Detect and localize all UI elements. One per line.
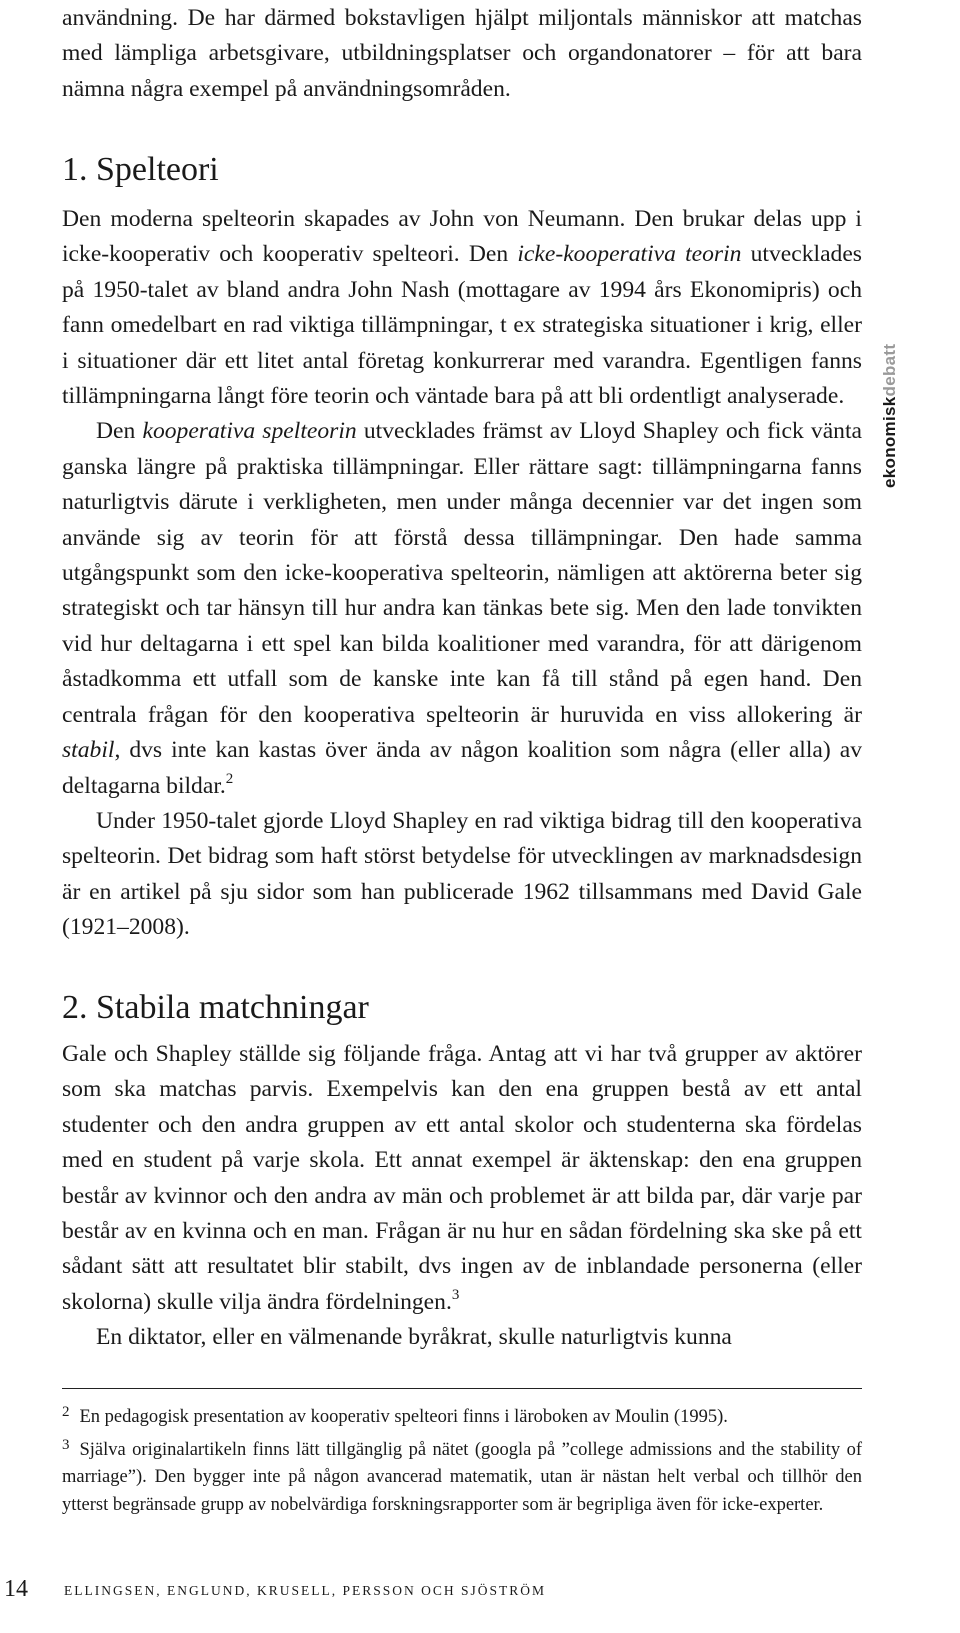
intro-paragraph-tail: användning. De har därmed bokstavligen hjälpt miljontals människor att matchas med lämpliga arbetsgivare, utbildningsplatser och organdonatorer – för att bara nämna några exempel på användningsområden. [62, 5, 862, 102]
paragraph: Den kooperativa spelteorin utvecklades främst av Lloyd Shapley och fick vänta ganska längre på praktiska tillämpningar. Eller rättare sagt: tillämpningarna fanns naturligtvis därute i verkligheten, men under många decennier var det ingen som använde sig av teorin för att förstå dessa tillämpningar. Den hade samma utgångspunkt som den icke-kooperativa spelteorin, nämligen att aktörerna beter sig strategiskt och tar hänsyn till hur andra kan tänkas bete sig. Men den lade tonvikten vid hur deltagarna i ett spel kan bilda koalitioner med varandra, för att därigenom åstadkomma ett utfall som de kanske inte kan få till stånd på egen hand. Den centrala frågan för den kooperativa spelteorin är huruvida en viss allokering är stabil, dvs inte kan kastas över ända av någon koalition som några (eller alla) av deltagarna bildar.$^2$ [62, 418, 862, 799]
emphasis: stabil [62, 737, 115, 764]
footnote: $^2$ En pedagogisk presentation av kooperativ spelteori finns i läroboken av Moulin (1995). [62, 1404, 728, 1427]
section-heading-spelteori: 1. Spelteori [62, 151, 219, 188]
footnote: $^3$ Själva originalartikeln finns lätt tillgänglig på nätet (googla på ”college admissions and the stability of marriage”). Den bygger inte på någon avancerad matematik, utan är nästan helt verbal och tillhör den ytterst begränsade grupp av nobelvärdiga forskningsrapporter som är begripliga även för icke-experter. [62, 1436, 862, 1515]
paragraph: Under 1950-talet gjorde Lloyd Shapley en rad viktiga bidrag till den kooperativa spelteorin. Det bidrag som haft störst betydelse för utvecklingen av marknadsdesign är en artikel på sju sidor som han publicerade 1962 tillsammans med David Gale (1921–2008). [62, 807, 862, 941]
footnote-divider [62, 1388, 862, 1389]
emphasis: icke-kooperativa teorin [517, 241, 742, 268]
paragraph: En diktator, eller en välmenande byråkrat, skulle naturligtvis kunna [96, 1324, 732, 1351]
footnote-ref[interactable]: 2 [225, 770, 234, 787]
footnote-ref[interactable]: 3 [451, 1286, 460, 1303]
page-footer [0, 1576, 960, 1606]
emphasis: kooperativa spelteorin [142, 418, 357, 445]
paragraph: Den moderna spelteorin skapades av John von Neumann. Den brukar delas upp i icke-kooperativ och kooperativ spelteori. Den icke-kooperativa teorin utvecklades på 1950-talet av bland andra John Nash (mottagare av 1994 års Ekonomipris) och fann omedelbart en rad viktiga tillämpningar, t ex strategiska situationer i krig, eller i situationer där ett litet antal företag konkurrerar med varandra. Egentligen fanns tillämpningarna långt före teorin och väntade bara på att bli ordentligt analyserade. [62, 206, 862, 410]
section-spelteori-body [62, 202, 862, 946]
logo-text-debatt: debatt [880, 343, 899, 397]
journal-logo [872, 340, 912, 490]
footnotes [62, 1399, 862, 1519]
page-number: 14 [4, 1576, 28, 1602]
running-footer-authors: ELLINGSEN, ENGLUND, KRUSELL, PERSSON OCH SJÖSTRÖM [64, 1583, 547, 1598]
logo-text-ekonomisk: ekonomisk [880, 396, 899, 488]
section-heading-stabila-matchningar: 2. Stabila matchningar [62, 989, 369, 1026]
section-stabila-body [62, 1037, 862, 1356]
paragraph: Gale och Shapley ställde sig följande fråga. Antag att vi har två grupper av aktörer som ska matchas parvis. Exempelvis kan den ena gruppen bestå av ett antal studenter och den andra gruppen av ett antal skolor och studenterna ska fördelas med en student på varje skola. Ett annat exempel är äktenskap: den ena gruppen består av kvinnor och den andra av män och problemet är att bilda par, där varje par består av en kvinna och en man. Frågan är nu hur en sådan fördelning ska ske på ett sådant sätt att resultatet blir stabilt, dvs ingen av de inblandade personerna (eller skolorna) skulle vilja ändra fördelningen.$^3$ [62, 1041, 862, 1315]
